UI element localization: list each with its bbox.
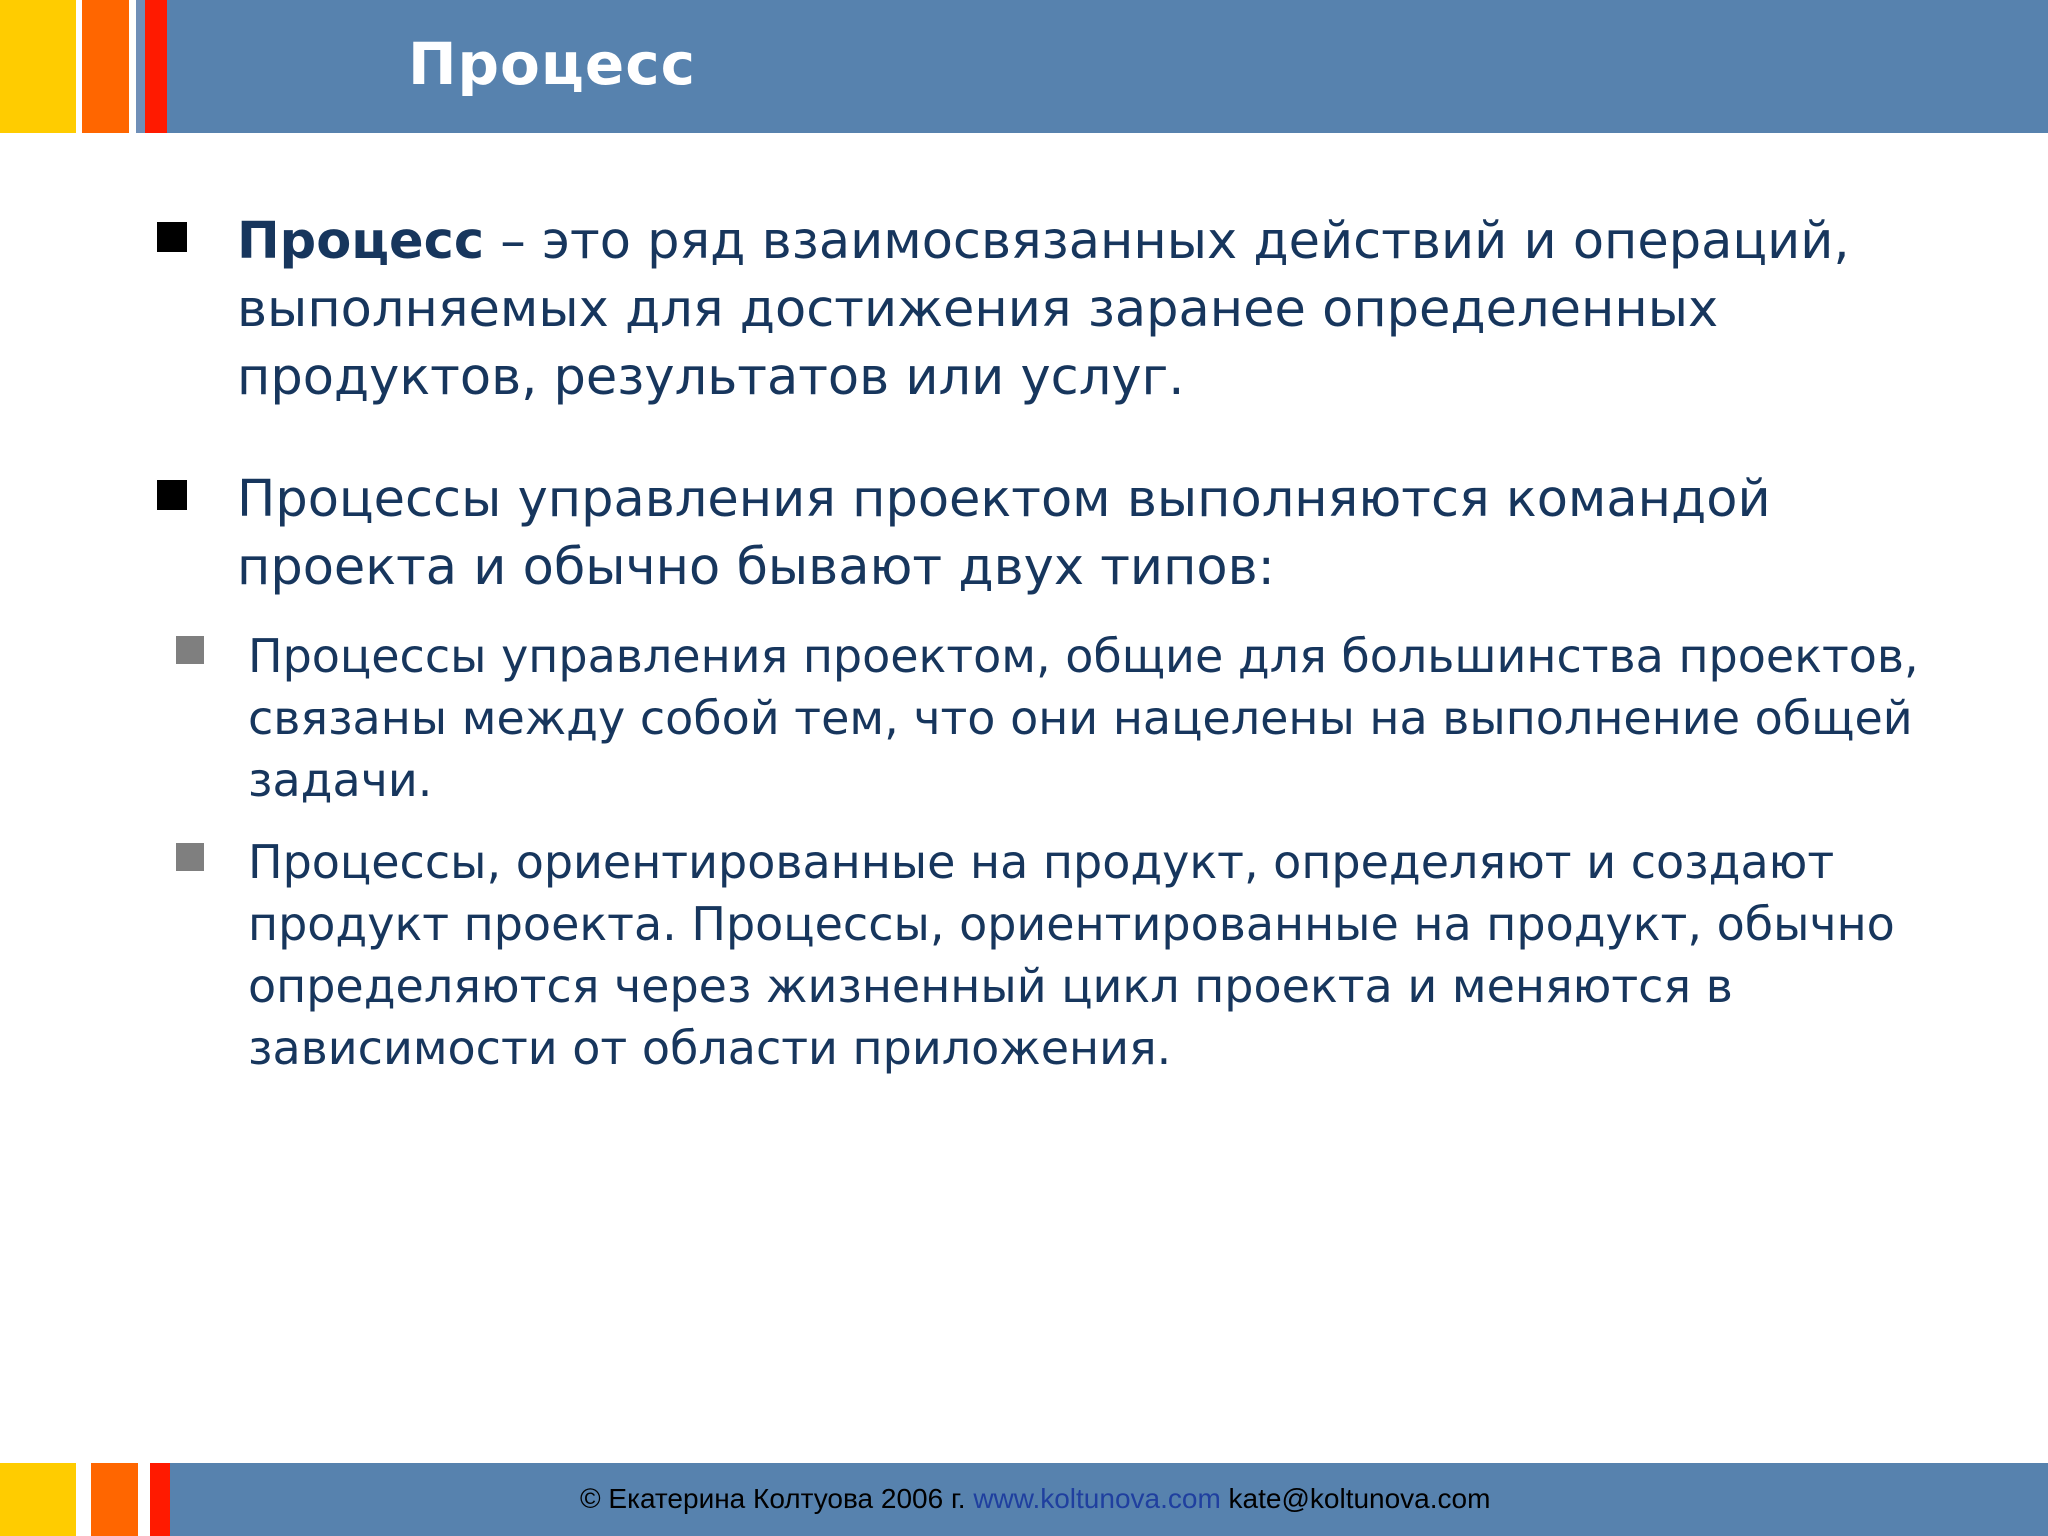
footer-copyright: © Екатерина Колтуова 2006 г.: [580, 1483, 966, 1514]
bullet-item: [237, 208, 1997, 412]
sub-bullet-text: Процессы, ориентированные на продукт, определяют и создают продукт проекта. Процессы, ориентированные на продукт, обычно определяются через жизненный цикл проекта и меняются в зависимости от области приложения.: [248, 835, 1895, 1075]
bullet-lead-term: Процесс: [237, 212, 485, 271]
header-stripe-orange: [82, 0, 129, 133]
bullet-square-icon: [157, 480, 187, 510]
sub-bullet-item: [248, 831, 2008, 1079]
header-stripe-blue-light: [136, 0, 145, 133]
header-stripe-yellow: [0, 0, 76, 133]
sub-bullet-square-icon: [176, 636, 204, 664]
footer-email[interactable]: kate@koltunova.com: [1228, 1483, 1491, 1514]
footer-website-link[interactable]: www.koltunova.com: [973, 1483, 1221, 1514]
header-bar: [0, 0, 2048, 133]
bullet-square-icon: [157, 222, 187, 252]
footer-stripe-gap: [138, 1463, 150, 1536]
header-stripe-gap: [129, 0, 136, 133]
footer-bar: [0, 1463, 2048, 1536]
footer-stripe-red: [150, 1463, 170, 1536]
sub-bullet-square-icon: [176, 843, 204, 871]
footer-stripe-gap: [76, 1463, 91, 1536]
sub-bullet-text: Процессы управления проектом, общие для большинства проектов, связаны между собой тем, что они нацелены на выполнение общей задачи.: [248, 629, 1919, 807]
footer-stripe-yellow: [0, 1463, 76, 1536]
footer-stripe-orange: [91, 1463, 138, 1536]
bullet-text: Процессы управления проектом выполняются командой проекта и обычно бывают двух типов:: [237, 470, 1771, 597]
bullet-item: [237, 466, 1997, 602]
slide-title: Процесс: [408, 30, 696, 98]
header-stripe-red: [145, 0, 167, 133]
footer-credits: [580, 1483, 1490, 1515]
sub-bullet-item: [248, 625, 1988, 811]
bullet-text: – это ряд взаимосвязанных действий и операций, выполняемых для достижения заранее определенных продуктов, результатов или услуг.: [237, 212, 1850, 407]
